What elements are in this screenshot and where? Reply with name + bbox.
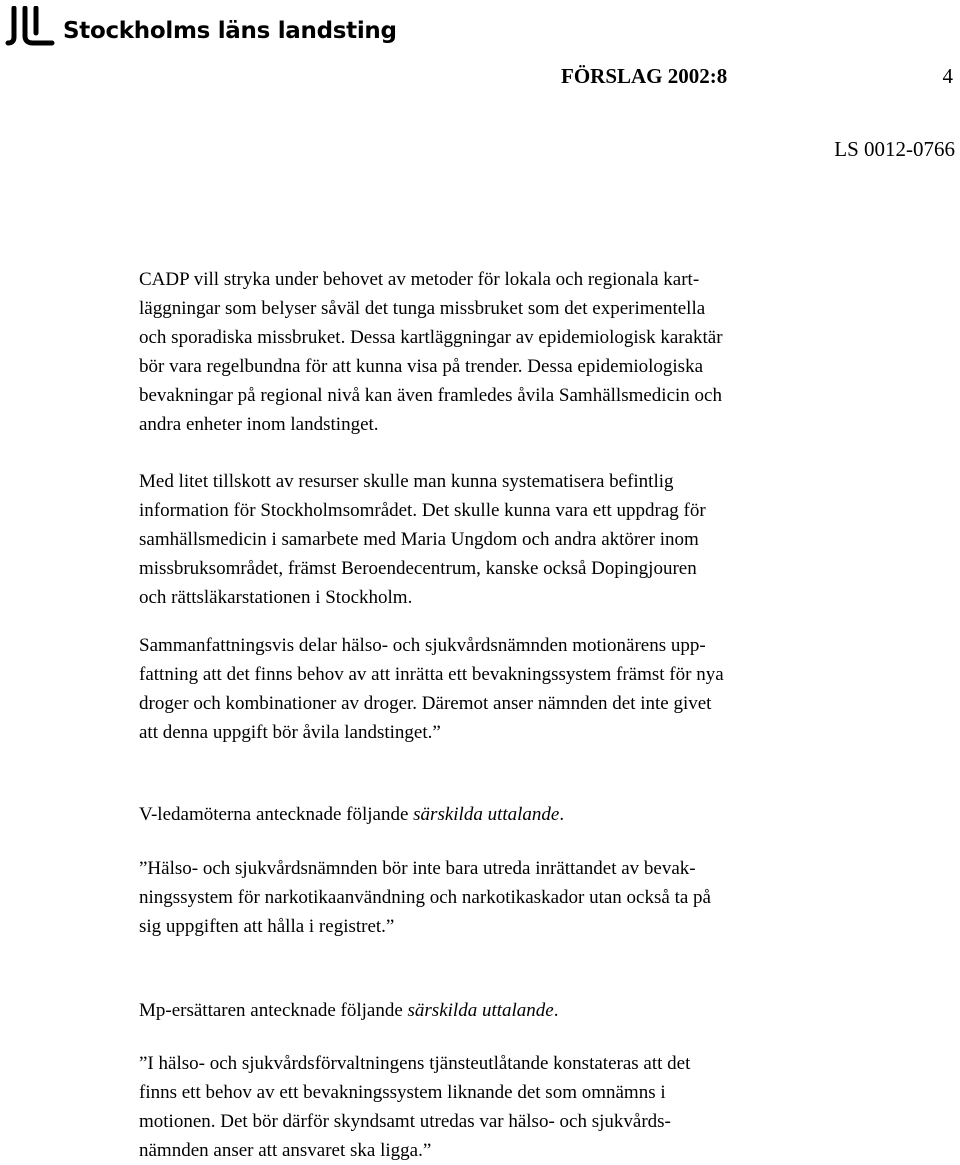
proposal-number: FÖRSLAG 2002:8 [561,64,728,88]
text-line: information för Stockholmsområdet. Det skulle kunna vara ett uppdrag för [139,500,706,521]
reference-number: LS 0012-0766 [834,137,955,161]
statement-suffix: . [553,1000,559,1021]
text-line: bevakningar på regional nivå kan även framledes åvila Samhällsmedicin och [139,385,722,406]
text-line: andra enheter inom landstinget. [139,414,379,435]
text-line: droger och kombinationer av droger. Däremot anser nämnden det inte givet [139,693,712,714]
statement-emphasis: särskilda uttalande [413,804,560,825]
organization-logo [4,5,397,47]
text-line: samhällsmedicin i samarbete med Maria Ungdom och andra aktörer inom [139,529,699,550]
text-line: Med litet tillskott av resurser skulle man kunna systematisera befintlig [139,471,674,492]
statement-prefix: Mp-ersättaren antecknade följande [139,1000,408,1021]
statement-prefix: V-ledamöterna antecknade följande [139,804,414,825]
v-members-statement [139,800,564,829]
text-line: CADP vill stryka under behovet av metoder för lokala och regionala kart- [139,269,700,290]
text-line [139,996,558,1025]
paragraph-resources [139,467,706,612]
paragraph-summary [139,631,724,747]
text-line: ”I hälso- och sjukvårdsförvaltningens tjänsteutlåtande konstateras att det [139,1053,691,1074]
text-line: ”Hälso- och sjukvårdsnämnden bör inte bara utreda inrättandet av bevak- [139,858,696,879]
v-members-quote [139,854,711,941]
statement-emphasis: särskilda uttalande [407,1000,554,1021]
text-line: ningssystem för narkotikaanvändning och narkotikaskador utan också ta på [139,887,711,908]
landsting-emblem-icon [4,6,56,46]
text-line: och rättsläkarstationen i Stockholm. [139,587,413,608]
text-line: Sammanfattningsvis delar hälso- och sjukvårdsnämnden motionärens upp- [139,635,706,656]
statement-suffix: . [559,804,565,825]
text-line: bör vara regelbundna för att kunna visa på trender. Dessa epidemiologiska [139,356,704,377]
text-line: finns ett behov av ett bevakningssystem liknande det som omnämns i [139,1082,666,1103]
text-line: sig uppgiften att hålla i registret.” [139,916,395,937]
mp-substitute-statement [139,996,558,1025]
text-line: nämnden anser att ansvaret ska ligga.” [139,1140,432,1161]
text-line [139,800,564,829]
text-line: att denna uppgift bör åvila landstinget.” [139,722,441,743]
text-line: läggningar som belyser såväl det tunga missbruket som det experimentella [139,298,706,319]
text-line: motionen. Det bör därför skyndsamt utredas var hälso- och sjukvårds- [139,1111,671,1132]
paragraph-mapping-methods [139,265,723,439]
text-line: fattning att det finns behov av att inrätta ett bevakningssystem främst för nya [139,664,724,685]
text-line: och sporadiska missbruket. Dessa kartläggningar av epidemiologisk karaktär [139,327,723,348]
logo-text: Stockholms läns landsting [63,18,397,44]
mp-substitute-quote [139,1049,690,1165]
page-number: 4 [942,64,953,88]
text-line: missbruksområdet, främst Beroendecentrum, kanske också Dopingjouren [139,558,697,579]
